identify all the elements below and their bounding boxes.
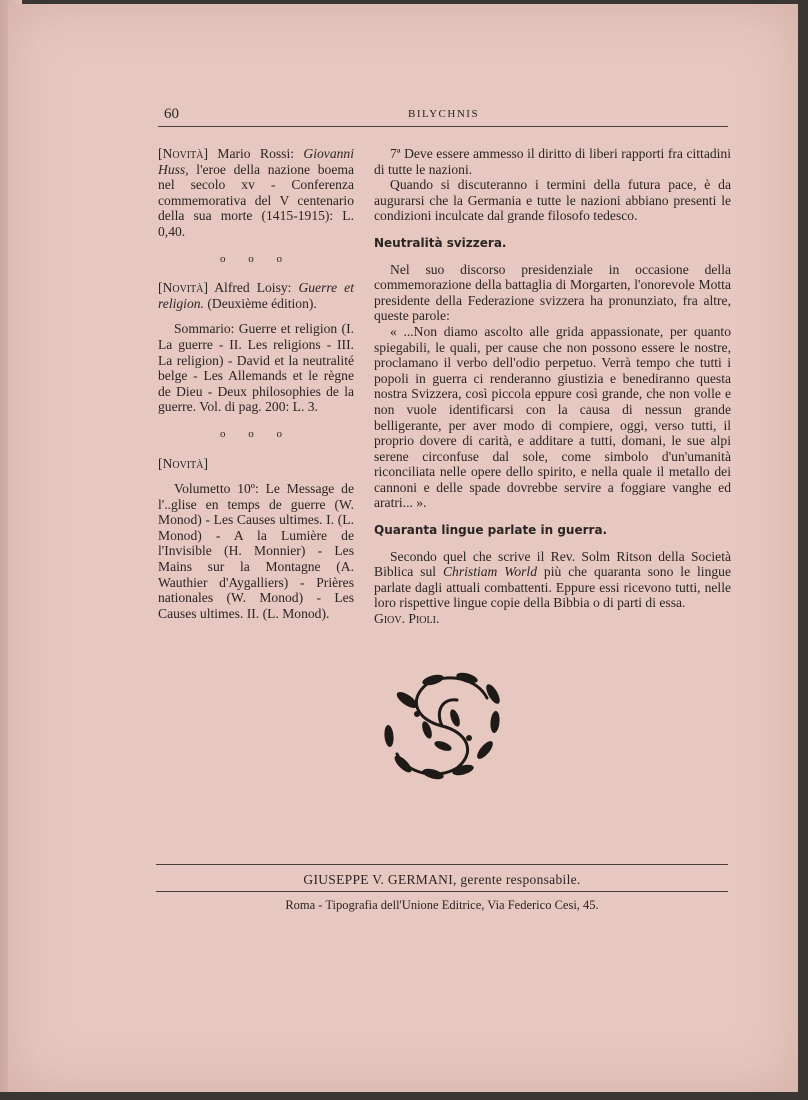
book-title: Giovanni Huss, — [158, 146, 354, 177]
running-head: BILYCHNIS — [408, 108, 480, 120]
section-ornament: o o o — [220, 427, 292, 440]
quotation: « ...Non diamo ascolto alle grida appassionate, per quanto spiegabili, le quali, per cause che non possono essere le nostre, proclamano il verbo dell'odio perpetuo. Verrà tempo che tutti i popoli in guerra ci renderanno giustizia e benediranno questa nostra Svizzera, così piccola eppure così grande, che non volle e non vuole identificarsi con la causa di nessun grande belligerante, per aver modo di compiere, oggi, verso tutti, il proprio dovere di carità, e additare a tutti, domani, le sue alpi serene circonfuse dal sole, come simbolo d'un'umanità riconciliata nelle opere dello spirito, e nella quale il metallo dei cannoni e delle spade dovrebbe servire a foggiare vanghe ed aratri... ». — [374, 323, 731, 511]
left-column — [158, 146, 354, 621]
novita-tag: [Novità] — [158, 146, 208, 161]
summary-text: Sommario: Guerre et religion (I. La guerre - II. Les religions - III. La religion) - David et la neutralité belge - Les Allemands et le règne de Dieu - Deux philosophies de la guerre. Vol. di pag. 200: L. 3. — [158, 321, 354, 415]
footer-rule-bottom — [156, 891, 728, 892]
right-column — [374, 146, 731, 627]
section-title-lingue: Quaranta lingue parlate in guerra. — [374, 523, 608, 538]
paragraph: Nel suo discorso presidenziale in occasione della commemorazione della battaglia di Morgarten, l'onorevole Motta presidente della Federazione svizzera ha pronunziato, fra altre, queste parole: — [374, 261, 731, 324]
paragraph: 7ª Deve essere ammesso il diritto di liberi rapporti fra cittadini di tutte le nazioni. — [374, 146, 731, 177]
floral-vignette — [377, 670, 507, 782]
entry-giovanni-huss: [Novità] Mario Rossi: Giovanni Huss, l'eroe della nazione boema nel secolo xv - Conferenza commemorativa del V centenario della sua morte (1415-1915): L. 0,40. — [158, 146, 354, 239]
book-title: Guerre et religion. — [158, 280, 354, 311]
footer-rule-top — [156, 864, 728, 865]
author-signature: Giov. Pioli. — [374, 611, 440, 627]
periodical-title: Christiam World — [442, 564, 538, 580]
novita-tag: [Novità] — [158, 280, 208, 296]
section-ornament: o o o — [220, 252, 292, 265]
entry-guerre-et-religion: [Novità] Alfred Loisy: Guerre et religion. (Deuxième édition). — [158, 280, 354, 311]
novita-tag: [Novità] — [158, 455, 208, 471]
printer-line: Roma - Tipografia dell'Unione Editrice, Via Federico Cesi, 45. — [285, 898, 599, 912]
entry-volumetto: Volumetto 10º: Le Message de l'..glise en temps de guerre (W. Monod) - Les Causes ultimes. I. (L. Monod) - A la Lumière de l'Invisible (H. Monnier) - Les Mains sur la Montagne (A. Wauthier d'Aygalliers) - Prières nationales (W. Monod) - Les Causes ultimes. II. (L. Monod). — [158, 481, 354, 621]
paragraph: Quando si discuteranno i termini della futura pace, è da augurarsi che la Germania e tutte le nazioni abbiano presenti le condizioni inculcate dal grande filosofo tedesco. — [374, 177, 731, 224]
section-title-neutralita: Neutralità svizzera. — [374, 235, 507, 250]
page-header — [158, 106, 728, 127]
page-number: 60 — [164, 106, 179, 122]
paragraph: Secondo quel che scrive il Rev. Solm Ritson della Società Biblica sul Christiam World più che quaranta sono le lingue parlate dagli attuali combattenti. Eppure essi ricevono tutti, nelle loro rispettive lingue copie della Bibbia o di parti di essa. — [374, 548, 731, 611]
publisher-line: GIUSEPPE V. GERMANI, gerente responsabile. — [303, 872, 581, 887]
